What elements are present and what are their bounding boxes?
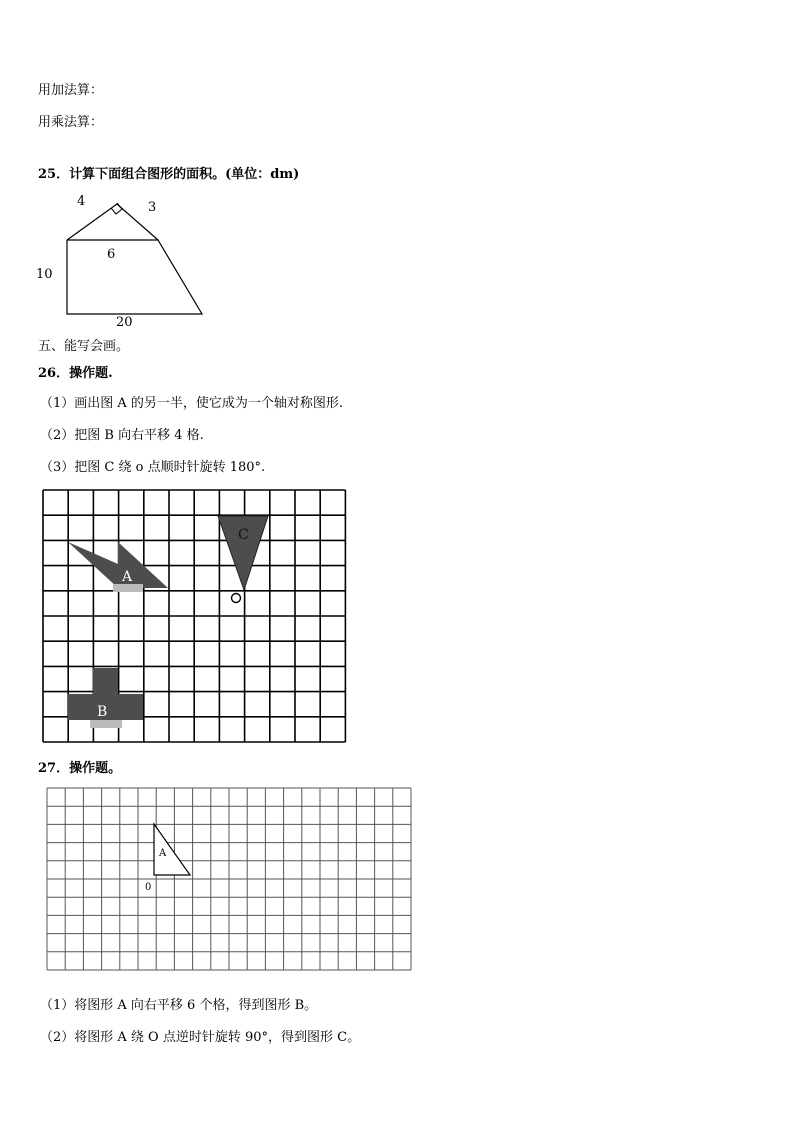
rotation-point-o [232, 594, 241, 603]
label-c: C [238, 527, 249, 543]
label-o-27: 0 [145, 882, 152, 893]
question-26-part-2: （2）把图 B 向右平移 4 格. [40, 428, 204, 443]
figure-27-grid [45, 786, 425, 984]
figure-26-grid [38, 482, 358, 752]
question-25: 25．计算下面组合图形的面积。(单位：dm) [38, 167, 300, 182]
question-26: 26．操作题. [38, 366, 113, 381]
shape-b-top [93, 668, 118, 694]
question-26-part-1: （1）画出图 A 的另一半，使它成为一个轴对称图形. [40, 396, 344, 411]
shape-b-shadow [90, 720, 122, 728]
label-a: A [122, 569, 133, 585]
section-5-heading: 五、能写会画。 [38, 339, 130, 354]
label-4: 4 [77, 194, 86, 209]
figure-25-composite-shape [30, 192, 220, 332]
question-27: 27．操作题。 [38, 761, 122, 776]
question-27-part-1: （1）将图形 A 向右平移 6 个格，得到图形 B。 [40, 998, 318, 1013]
label-20: 20 [116, 315, 133, 330]
trapezoid-outline [67, 240, 202, 314]
mul-method-line: 用乘法算： [38, 115, 104, 130]
add-method-line: 用加法算： [38, 83, 104, 98]
shape-a-shadow [113, 584, 143, 592]
label-3: 3 [148, 200, 157, 215]
label-10: 10 [36, 267, 53, 282]
question-26-part-3: （3）把图 C 绕 o 点顺时针旋转 180°. [40, 460, 266, 475]
label-b: B [97, 704, 108, 720]
question-27-part-2: （2）将图形 A 绕 O 点逆时针旋转 90°，得到图形 C。 [40, 1030, 361, 1045]
label-a-27: A [159, 848, 167, 859]
grid-lines-27 [47, 788, 411, 970]
label-6: 6 [107, 247, 116, 262]
